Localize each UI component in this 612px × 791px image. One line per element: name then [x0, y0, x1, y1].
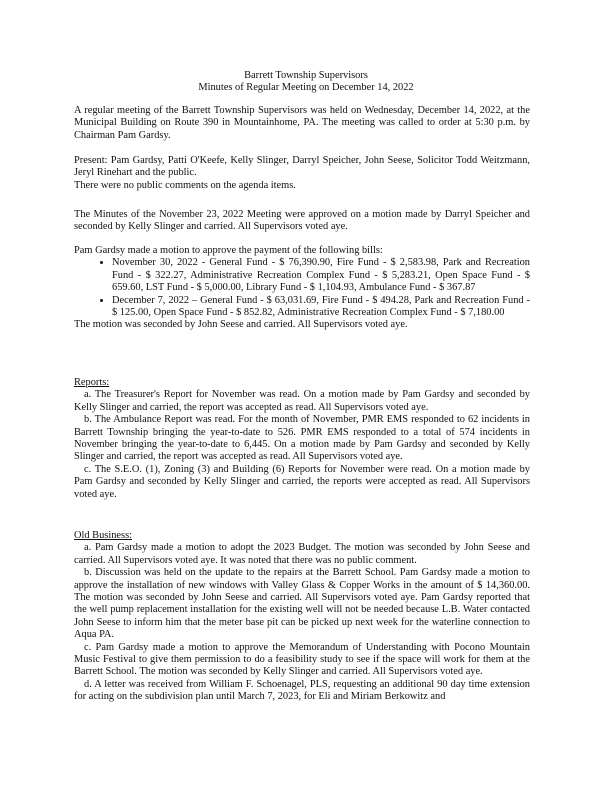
- old-business-item: c. Pam Gardsy made a motion to approve the Memorandum of Understanding with Pocono Mountain Music Festival to give them permission to do a feasibility study to see if the space will work for them at the Barrett School. The motion was seconded by Kelly Slinger and carried. All Supervisors voted aye.: [74, 641, 530, 678]
- document-org: Barrett Township Supervisors: [244, 70, 368, 81]
- minutes-approval-text: The Minutes of the November 23, 2022 Meeting were approved on a motion made by Darryl Speicher and seconded by Kelly Slinger and carried. All Supervisors voted aye.: [74, 209, 530, 233]
- intro-paragraph: [74, 105, 530, 142]
- bills-intro-text: Pam Gardsy made a motion to approve the payment of the following bills:: [74, 245, 383, 256]
- document-title: Minutes of Regular Meeting on December 14, 2022: [198, 82, 414, 93]
- bill-item: • December 7, 2022 – General Fund - $ 63,031.69, Fire Fund - $ 494.28, Park and Recreation Fund - $ 125.00, Open Space Fund - $ 852.82, Administrative Recreation Complex Fund - $ 7,180.00: [112, 295, 530, 320]
- old-business-item: a. Pam Gardsy made a motion to adopt the 2023 Budget. The motion was seconded by John Seese and carried. All Supervisors voted aye. It was noted that there was no public comment.: [74, 542, 530, 566]
- old-business-heading: Old Business:: [74, 530, 133, 541]
- public-comments-text: There were no public comments on the agenda items.: [74, 179, 296, 191]
- present-text: Present: Pam Gardsy, Patti O'Keefe, Kelly Slinger, Darryl Speicher, John Seese, Solicitor Todd Weitzmann, Jeryl Rinehart and the public.: [74, 155, 530, 179]
- old-business-item: d. A letter was received from William F. Schoenagel, PLS, requesting an additional 90 day time extension for acting on the subdivision plan until March 7, 2023, for Eli and Miriam Berkowitz and: [74, 678, 530, 703]
- report-item: a. The Treasurer's Report for November was read. On a motion made by Pam Gardsy and seconded by Kelly Slinger and carried, the report was accepted as read. All Supervisors voted aye.: [74, 389, 530, 413]
- bills-second-text: The motion was seconded by John Seese and carried. All Supervisors voted aye.: [74, 319, 408, 331]
- intro-text: A regular meeting of the Barrett Township Supervisors was held on Wednesday, December 14, 2022, at the Municipal Building on Route 390 in Mountainhome, PA. The meeting was called to order at 5:30 p.m. by Chairman Pam Gardsy.: [74, 105, 530, 141]
- report-item: b. The Ambulance Report was read. For the month of November, PMR EMS responded to 62 incidents in Barrett Township bringing the year-to-date to 526. PMR EMS responded to a total of 574 incidents in November bringing the year-to-date to 6,445. On a motion made by Pam Gardsy and seconded by Kelly Slinger and carried, the report was accepted as read. All Supervisors voted aye.: [74, 414, 530, 463]
- minutes-approval-paragraph: [74, 209, 530, 234]
- bill-item: • November 30, 2022 - General Fund - $ 76,390.90, Fire Fund - $ 2,583.98, Park and Recreation Fund - $ 322.27, Administrative Recreation Complex Fund - $ 5,283.21, Open Space Fund - $ 659.60, LST Fund - $ 5,000.00, Library Fund - $ 1,104.93, Ambulance Fund - $ 367.87: [112, 257, 530, 294]
- attendance-block: [74, 155, 530, 192]
- bills-section: [74, 245, 530, 332]
- old-business-item: b. Discussion was held on the update to the repairs at the Barrett School. Pam Gardsy made a motion to approve the installation of new windows with Valley Glass & Copper Works in the amount of $ 14,360.00. The motion was seconded by John Seese and carried. All Supervisors voted aye. Pam Gardsy reported that the well pump replacement installation for the existing well will not be needed because L.B. Water contacted John Seese to inform him that the meter base pit can be picked up next week for the waterline connection to Aqua PA.: [74, 567, 530, 641]
- bills-list: [74, 257, 530, 319]
- old-business-section: [74, 530, 530, 704]
- reports-section: [74, 377, 530, 501]
- reports-heading: Reports:: [74, 377, 110, 388]
- report-item: c. The S.E.O. (1), Zoning (3) and Building (6) Reports for November were read. On a motion made by Pam Gardsy and seconded by Kelly Slinger and carried, the reports were accepted as read. All Supervisors voted aye.: [74, 463, 530, 500]
